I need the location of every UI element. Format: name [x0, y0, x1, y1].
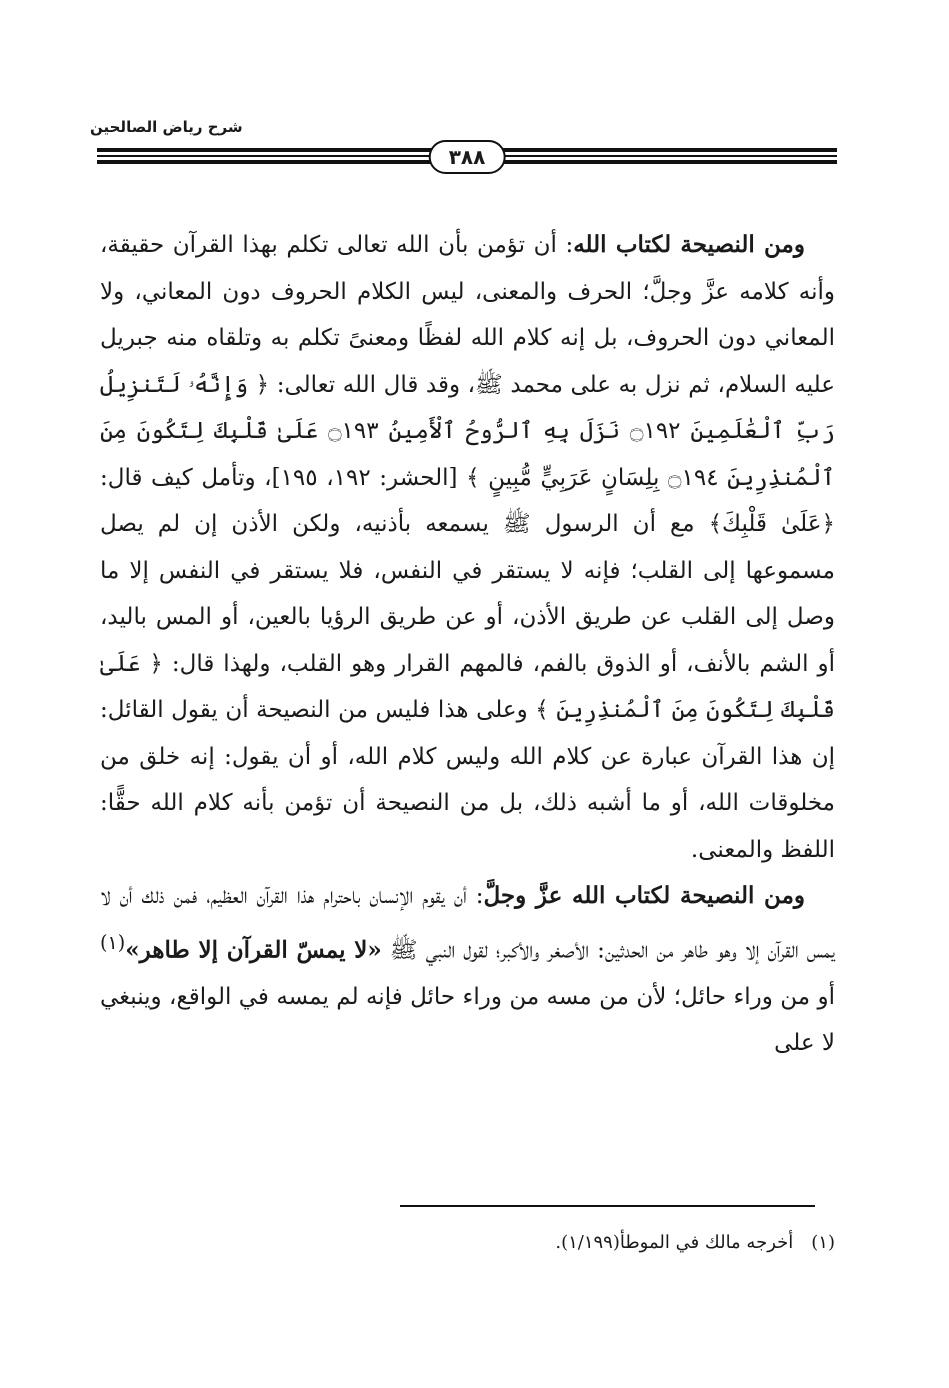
- paragraph-2: [100, 873, 835, 1067]
- quran-verse-1: ﴿ وَإِنَّهُۥ لَتَنزِيلُ رَبِّ ٱلْعَٰلَمِينَ ۝١٩٢ نَزَلَ بِهِ ٱلرُّوحُ ٱلْأَمِينُ ۝١٩٣ عَلَىٰ قَلْبِكَ لِتَكُونَ مِنَ ٱلْمُنذِرِينَ ۝١٩٤ بِلِسَانٍ عَرَبِيٍّ مُّبِينٍ ﴾: [100, 371, 835, 491]
- quran-verse-2: ﴿عَلَىٰ قَلْبِكَ﴾: [708, 511, 835, 537]
- footnote-marker: (١): [100, 930, 126, 954]
- paragraph-2-text-a: : أن يقوم الإنسان باحترام هذا القرآن العظيم، فمن ذلك أن لا يمس القرآن إلا وهو طاهر من الحدثين: الأصغر والأكبر؛ لقول النبي ﷺ: [100, 883, 835, 964]
- hadith-quote: «لا يمسّ القرآن إلا طاهر»: [125, 936, 382, 964]
- paragraph-1-text-b: مع أن الرسول ﷺ يسمعه بأذنيه، ولكن الأذن إن لم يصل مسموعها إلى القلب؛ فإنه لا يستقر في النفس، فلا يستقر في النفس إلا ما وصل إلى القلب عن طريق الأذن، أو عن طريق الرؤيا بالعين، أو المس باليد، أو الشم بالأنف، أو الذوق بالفم، فالمهم القرار وهو القلب، ولهذا قال:: [100, 511, 836, 677]
- header-rule: [97, 146, 837, 170]
- body-text: [100, 222, 835, 1067]
- paragraph-1-text-c: وعلى هذا فليس من النصيحة أن يقول القائل: إن هذا القرآن عبارة عن كلام الله وليس كلام الله، أو أن يقول: إنه خلق من مخلوقات الله، أو ما أشبه ذلك، بل من النصيحة أن تؤمن بأنه كلام الله حقًّا: اللفظ والمعنى.: [100, 697, 835, 863]
- book-title: شرح رياض الصالحين: [90, 118, 243, 136]
- footnote-number: (١): [811, 1232, 835, 1253]
- verse-reference: [الحشر: ١٩٢، ١٩٥]، وتأمل كيف قال:: [100, 464, 458, 491]
- paragraph-1: [100, 222, 835, 873]
- paragraph-2-lead: ومن النصيحة لكتاب الله عزَّ وجلَّ: [483, 882, 805, 909]
- footnote-text: أخرجه مالك في الموطأ(١/١٩٩).: [555, 1232, 794, 1253]
- quran-verse-3: ﴿ عَلَىٰ قَلْبِكَ لِتَكُونَ مِنَ ٱلْمُنذِرِينَ ﴾: [100, 650, 836, 723]
- footnote-rule: [400, 1205, 815, 1207]
- paragraph-1-text-a: : أن تؤمن بأن الله تعالى تكلم بهذا القرآن حقيقة، وأنه كلامه عزَّ وجلَّ؛ الحرف والمعنى، ليس الكلام الحروف دون المعاني، ولا المعاني دون الحروف، بل إنه كلام الله لفظًا ومعنىً تكلم به وتلقاه منه جبريل عليه السلام، ثم نزل به على محمد ﷺ، وقد قال الله تعالى:: [100, 232, 835, 398]
- paragraph-2-text-b: أو من وراء حائل؛ لأن من مسه من وراء حائل فإنه لم يمسه في الواقع، وينبغي لا على: [100, 983, 835, 1057]
- footnote: [300, 1232, 835, 1253]
- paragraph-1-lead: ومن النصيحة لكتاب الله: [573, 231, 805, 258]
- page-number: ٣٨٨: [429, 140, 506, 174]
